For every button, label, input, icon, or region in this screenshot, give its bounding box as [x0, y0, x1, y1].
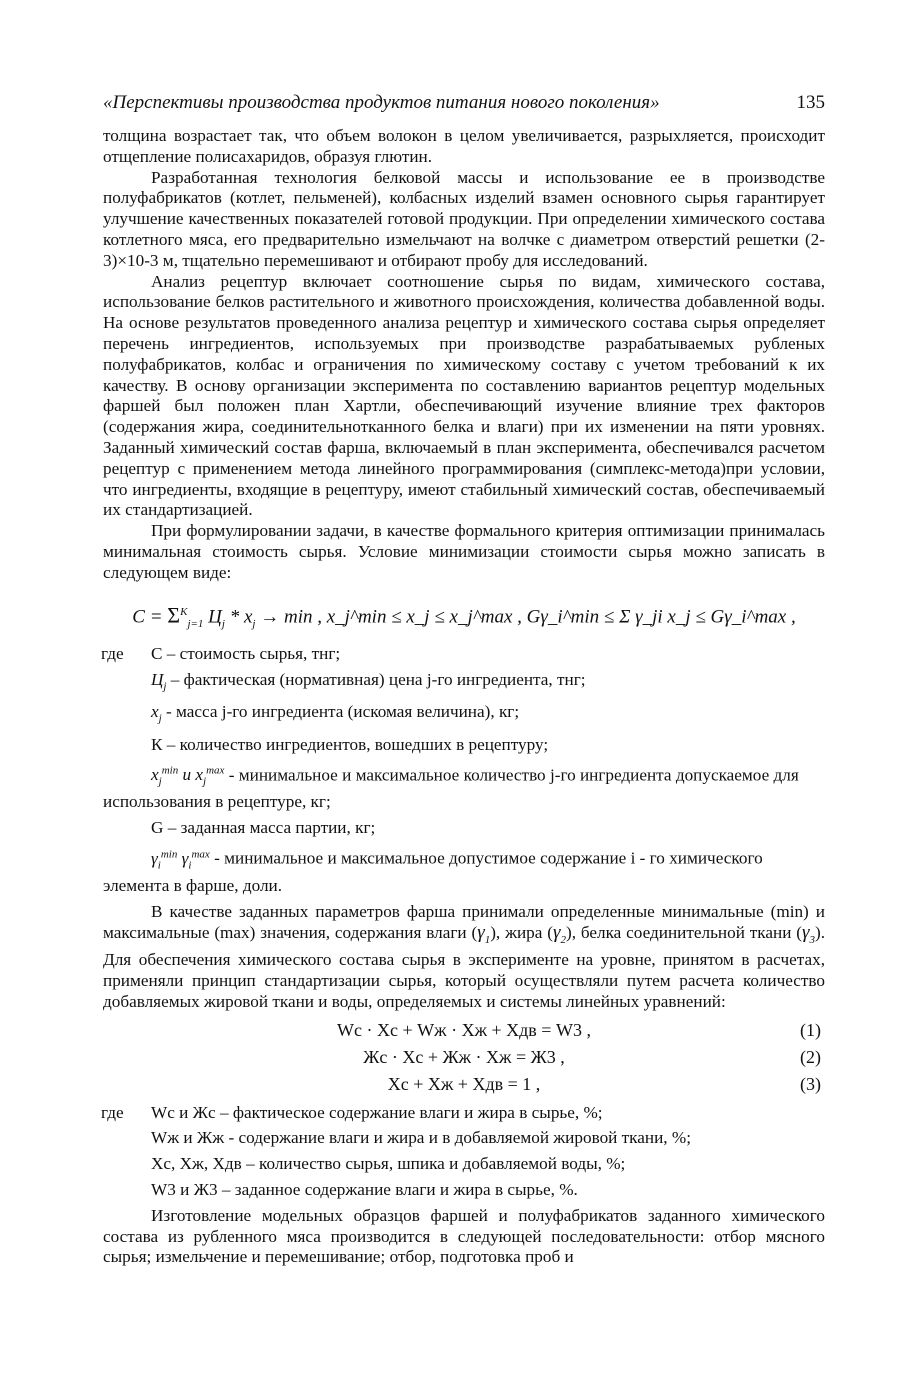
limit-symbols: $x_j^{min}$ и $x_j^{max}$: [151, 764, 225, 788]
paragraph-4: При формулировании задачи, в качестве формального критерия оптимизации принималась минимальная стоимость сырья. Условие минимизации стоимости сырья можно записать в следующем виде:: [103, 521, 825, 582]
definition-gamma: $\gamma_i^{min}$ $\gamma_i^{max}$ - минимальное и максимальное допустимое содержание i - го химического элемента в фарше, доли.: [103, 848, 763, 896]
definition-cost: где С – стоимость сырья, тнг;: [101, 644, 341, 664]
equation-number: (1): [800, 1019, 821, 1040]
running-header: [103, 92, 825, 120]
equation-number: (2): [800, 1046, 821, 1067]
gamma-1-symbol: $\gamma_1$: [477, 921, 491, 946]
cost-index: j: [221, 617, 225, 630]
where-label: где: [101, 644, 124, 664]
running-title: «Перспективы производства продуктов питания нового поколения»: [103, 92, 660, 113]
legend-item: Хс, Хж, Хдв – количество сырья, шпика и добавляемой воды, %;: [151, 1154, 626, 1174]
definition-price: $Ц_j$ – фактическая (нормативная) цена j-го ингредиента, тнг;: [151, 670, 586, 693]
legend-item: Wж и Жж - содержание влаги и жира и в добавляемой жировой ткани, %;: [151, 1128, 691, 1148]
sum-lower: j=1: [187, 617, 204, 630]
chem-constraint: Gγ_i^min ≤ Σ γ_ji x_j ≤ Gγ_i^max ,: [526, 605, 796, 627]
sum-symbol: Σ: [167, 601, 181, 627]
page-number: 135: [796, 92, 825, 113]
legend-item: где Wс и Жс – фактическое содержание влаги и жира в сырье, %;: [101, 1102, 603, 1122]
equation-2: Жс · Хс + Жж · Хж = Ж3 , (2): [103, 1044, 825, 1071]
article-body: [103, 126, 825, 1268]
sum-upper: K: [180, 605, 188, 618]
mass-constraint: x_j^min ≤ x_j ≤ x_j^max ,: [326, 605, 522, 627]
formula-goal: → min ,: [260, 605, 322, 627]
where-label: где: [101, 1102, 124, 1122]
price-symbol: $Ц_j$: [151, 670, 167, 693]
mass-term: x: [243, 605, 253, 627]
paragraph-3: Анализ рецептур включает соотношение сырья по видам, химического состава, использование белков растительного и животного происхождения, количества добавленной воды. На основе результатов проведенного анализа рецептур и химического состава сырья определяет перечень ингредиентов, используемых при производстве разрабатываемых рубленых полуфабрикатов, колбас и ограничения по химическому составу с учетом требований к их качеству. В основу организации эксперимента по составлению вариантов рецептур модельных фаршей был положен план Хартли, обеспечивающий изучение влияние трех факторов (содержания жира, соединительнотканного белка и влаги) при их изменении на пяти уровнях. Заданный химический состав фарша, включаемый в план эксперимента, обеспечивался расчетом рецептур с применением метода линейного программирования (симплекс-метода)при условии, что ингредиенты, входящие в рецептуру, имеют стабильный химический состав, обеспечиваемый их стандартизацией.: [103, 271, 825, 520]
gamma-3-symbol: $\gamma_3$: [801, 921, 815, 946]
formula-lhs: C =: [132, 605, 163, 627]
mass-index: j: [252, 617, 256, 630]
definition-batch: G – заданная масса партии, кг;: [151, 818, 376, 838]
equation-system: [103, 1017, 825, 1098]
definition-mass: $x_j$ - масса j-го ингредиента (искомая величина), кг;: [151, 702, 520, 725]
paragraph-1: толщина возрастает так, что объем волокон в целом увеличивается, разрыхляется, происходит отщепление полисахаридов, образуя глютин.: [103, 126, 825, 166]
gamma-2-symbol: $\gamma_2$: [552, 921, 566, 946]
definitions: [103, 644, 825, 896]
paragraph-5: В качестве заданных параметров фарша принимали определенные минимальные (min) и максимальные (max) значения, содержания влаги $(\gamma_1)$, жира $(\gamma_2)$, белка соединительной ткани $(\gamma_3)$. Для обеспечения химического состава сырья в эксперименте на уровне, принятом в расчетах, применяли принцип стандартизации сырья, который осуществляли путем расчета количество добавляемых жировой ткани и воды, определяемых и системы линейных уравнений:: [103, 901, 826, 1011]
gamma-symbols: $\gamma_i^{min}$ $\gamma_i^{max}$: [151, 848, 210, 872]
paragraph-2: Разработанная технология белковой массы и использование ее в производстве полуфабрикатов (котлет, пельменей), колбасных изделий взамен основного сырья гарантирует улучшение качественных показателей готовой продукции. При определении химического состава котлетного мяса, его предварительно измельчают на волчке с диаметром отверстий решетки (2-3)×10-3 м, тщательно перемешивают и отбирают пробу для исследований.: [103, 167, 825, 270]
equation-3: Хс + Хж + Хдв = 1 , (3): [103, 1071, 825, 1098]
paragraph-6: Изготовление модельных образцов фаршей и полуфабрикатов заданного химического состава из рубленного мяса производится в следующей последовательности: отбор мясного сырья; измельчение и перемешивание; отбор, подготовка проб и: [103, 1205, 825, 1267]
equation-1: Wс · Хс + Wж · Хж + Хдв = W3 , (1): [103, 1017, 825, 1044]
definition-count: К – количество ингредиентов, вошедших в рецептуру;: [151, 734, 549, 754]
definition-limits: $x_j^{min}$ и $x_j^{max}$ - минимальное и максимальное количество j-го ингредиента допускаемое для использования в рецептуре, кг;: [103, 764, 799, 812]
equation-number: (3): [800, 1073, 821, 1094]
equation-legend: [103, 1103, 825, 1201]
mass-symbol: $x_j$: [151, 702, 162, 725]
cost-term: Ц: [208, 605, 222, 627]
legend-item: W3 и Ж3 – заданное содержание влаги и жира в сырье, %.: [151, 1180, 578, 1200]
objective-formula: $C = \Sigma^K_{j=1}$ $Ц_j * x_j \to \min$ , x_j^min ≤ x_j ≤ x_j^max , Gγ_i^min ≤ Σ γ_ji x_j ≤ Gγ_i^max ,: [132, 601, 796, 630]
